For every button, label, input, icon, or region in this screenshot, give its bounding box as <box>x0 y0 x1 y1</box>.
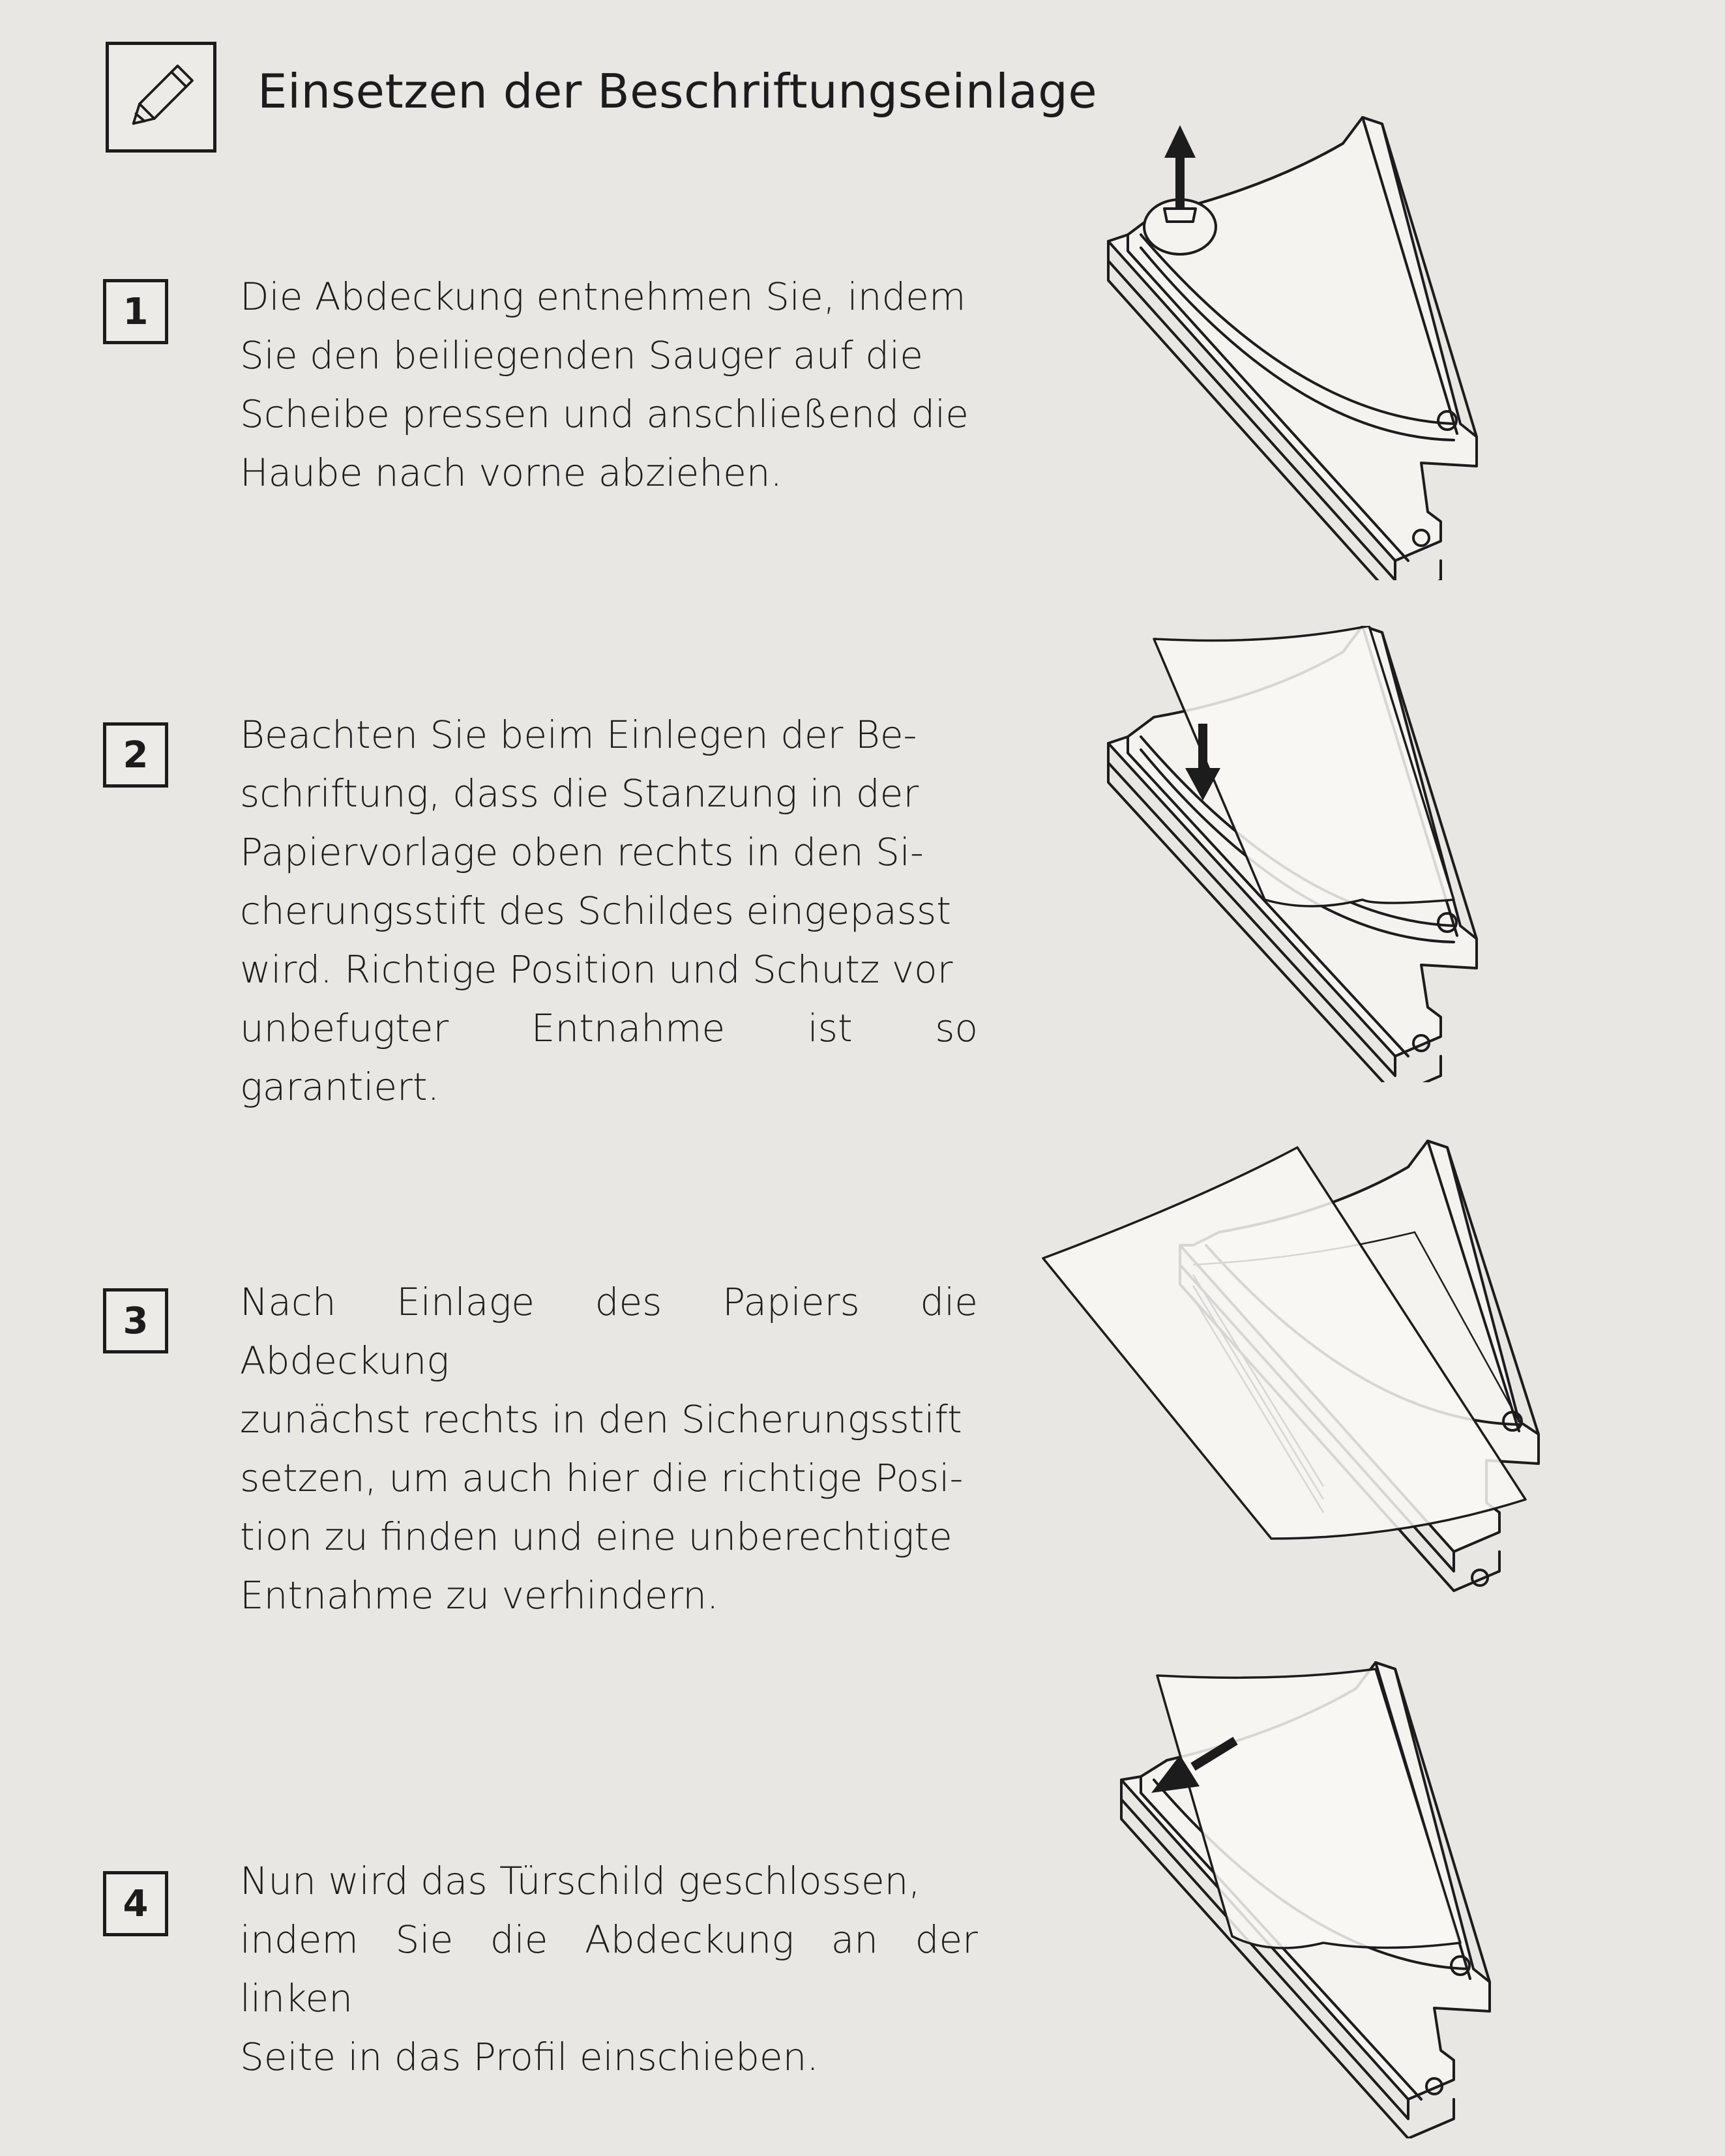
step-3-text <box>240 1273 978 1625</box>
step-4-line: Seite in das Profil einschieben. <box>240 2035 819 2079</box>
figure-paper-insertion <box>1102 626 1623 1082</box>
pencil-icon <box>106 42 216 153</box>
step-1-text <box>240 267 978 502</box>
page-title: Einsetzen der Beschriftungseinlage <box>258 64 1098 119</box>
step-2-line: Papiervorlage oben rechts in den Si- <box>240 830 924 874</box>
step-4-text <box>240 1852 978 2086</box>
figure-cover-on-pin <box>1037 1134 1702 1617</box>
step-2-line: schriftung, dass die Stanzung in der <box>240 771 919 816</box>
step-1-line: Scheibe pressen und anschließend die <box>240 392 969 436</box>
step-4-line: Nun wird das Türschild geschlossen, <box>240 1859 921 1903</box>
step-1-line: Die Abdeckung entnehmen Sie, indem <box>240 274 966 319</box>
step-1-number: 1 <box>103 279 168 344</box>
step-3-line: tion zu finden und eine unberechtigte <box>240 1514 952 1559</box>
step-3-line: Entnahme zu verhindern. <box>240 1573 719 1617</box>
step-1-line: Sie den beiliegenden Sauger auf die <box>240 333 923 377</box>
step-2-line: unbefugter Entnahme ist so garantiert. <box>240 1006 978 1109</box>
step-2-text <box>240 705 978 1116</box>
figure-suction-cup-removal <box>1102 111 1623 580</box>
step-2-line: Beachten Sie beim Einlegen der Be- <box>240 713 917 757</box>
step-4-number: 4 <box>103 1871 168 1936</box>
step-2-number: 2 <box>103 722 168 788</box>
step-3-line: zunächst rechts in den Sicherungsstift <box>240 1397 962 1441</box>
step-3-line: setzen, um auch hier die richtige Posi- <box>240 1456 964 1500</box>
step-3-number: 3 <box>103 1288 168 1353</box>
step-4-line: indem Sie die Abdeckung an der linken <box>240 1917 978 2020</box>
step-3-line: Nach Einlage des Papiers die Abdeckung <box>240 1280 978 1383</box>
figure-slide-cover-closed <box>1108 1656 1643 2138</box>
step-2-line: wird. Richtige Position und Schutz vor <box>240 947 953 992</box>
step-1-line: Haube nach vorne abziehen. <box>240 450 782 495</box>
step-2-line: cherungsstift des Schildes eingepasst <box>240 889 951 933</box>
